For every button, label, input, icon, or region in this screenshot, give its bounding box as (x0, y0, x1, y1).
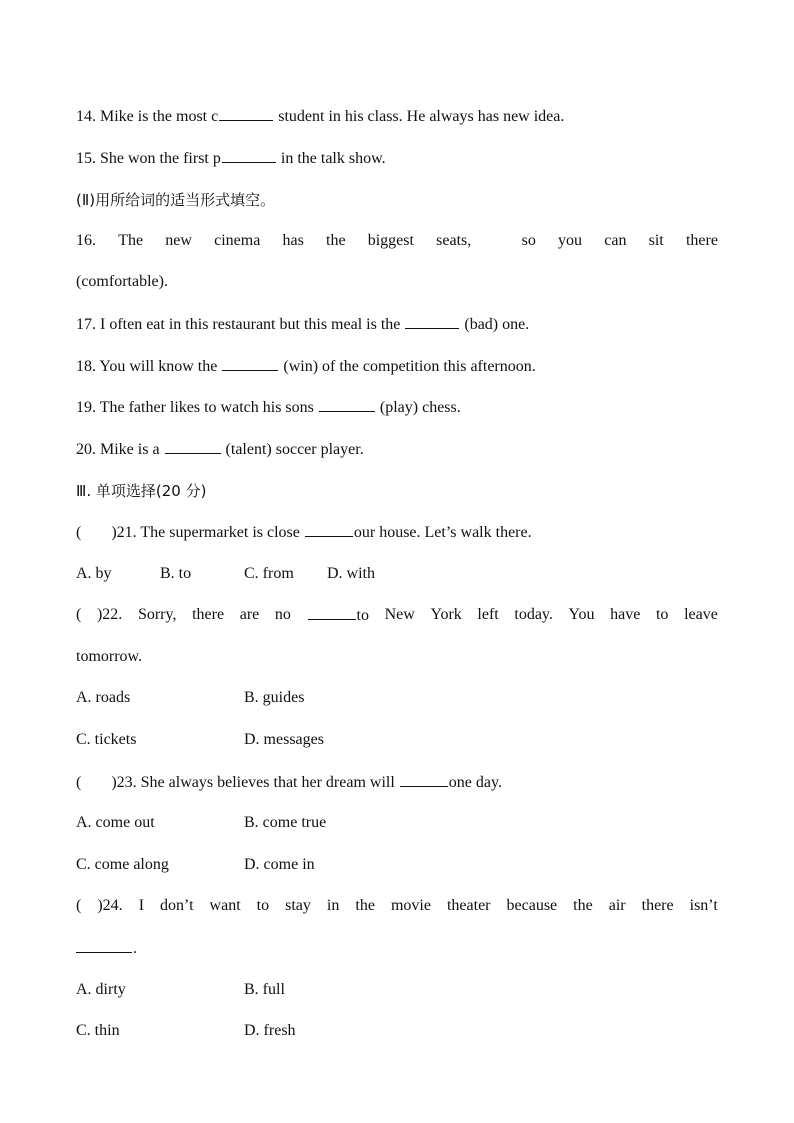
question-19: 19. The father likes to watch his sons (play) chess. (76, 399, 461, 416)
question-23: ( )23. She always believes that her dream will one day. (76, 774, 502, 791)
q21-option-a[interactable]: A. by (76, 565, 112, 582)
question-14: 14. Mike is the most c student in his class. He always has new idea. (76, 108, 565, 125)
question-17: 17. I often eat in this restaurant but this meal is the (bad) one. (76, 316, 530, 333)
q22-option-d[interactable]: D. messages (244, 731, 324, 748)
q22-option-b[interactable]: B. guides (244, 689, 305, 706)
answer-blank[interactable] (76, 938, 132, 953)
answer-blank[interactable] (222, 148, 276, 163)
q21-option-b[interactable]: B. to (160, 565, 192, 582)
q23-option-d[interactable]: D. come in (244, 856, 315, 873)
q23-option-b[interactable]: B. come true (244, 814, 327, 831)
question-22-cont: tomorrow. (76, 648, 143, 665)
q22-option-c[interactable]: C. tickets (76, 731, 137, 748)
question-24: ( )24. I don’t want to stay in the movie theater because the air there isn’t (76, 897, 718, 914)
q22-option-a[interactable]: A. roads (76, 689, 131, 706)
q24-option-d[interactable]: D. fresh (244, 1022, 296, 1039)
answer-blank[interactable] (305, 522, 353, 537)
answer-blank[interactable] (165, 439, 221, 454)
q23-option-c[interactable]: C. come along (76, 856, 169, 873)
question-16-hint: (comfortable). (76, 273, 168, 290)
question-24-cont: . (76, 938, 137, 959)
answer-blank[interactable] (308, 605, 356, 620)
section-3-title: Ⅲ. 单项选择(20 分) (76, 482, 207, 500)
question-21: ( )21. The supermarket is close our house. Let’s walk there. (76, 524, 532, 541)
q24-option-a[interactable]: A. dirty (76, 981, 126, 998)
answer-blank[interactable] (493, 231, 499, 251)
section-2-title: (Ⅱ)用所给词的适当形式填空。 (76, 191, 276, 209)
q23-option-a[interactable]: A. come out (76, 814, 155, 831)
answer-blank[interactable] (400, 772, 448, 787)
q21-option-d[interactable]: D. with (327, 565, 375, 582)
question-16: 16. The new cinema has the biggest seats, so you can sit there (76, 232, 718, 249)
question-20: 20. Mike is a (talent) soccer player. (76, 441, 364, 458)
question-15: 15. She won the first p in the talk show. (76, 150, 386, 167)
question-18: 18. You will know the (win) of the competition this afternoon. (76, 358, 536, 375)
q22-word-to: to (356, 607, 369, 624)
question-22: ( )22. Sorry, there are no to New York left today. You have to leave (76, 606, 718, 624)
answer-blank[interactable] (405, 314, 459, 329)
q24-option-b[interactable]: B. full (244, 981, 285, 998)
answer-blank[interactable] (319, 397, 375, 412)
answer-blank[interactable] (219, 106, 273, 121)
q21-option-c[interactable]: C. from (244, 565, 294, 582)
q24-option-c[interactable]: C. thin (76, 1022, 120, 1039)
answer-blank[interactable] (222, 356, 278, 371)
